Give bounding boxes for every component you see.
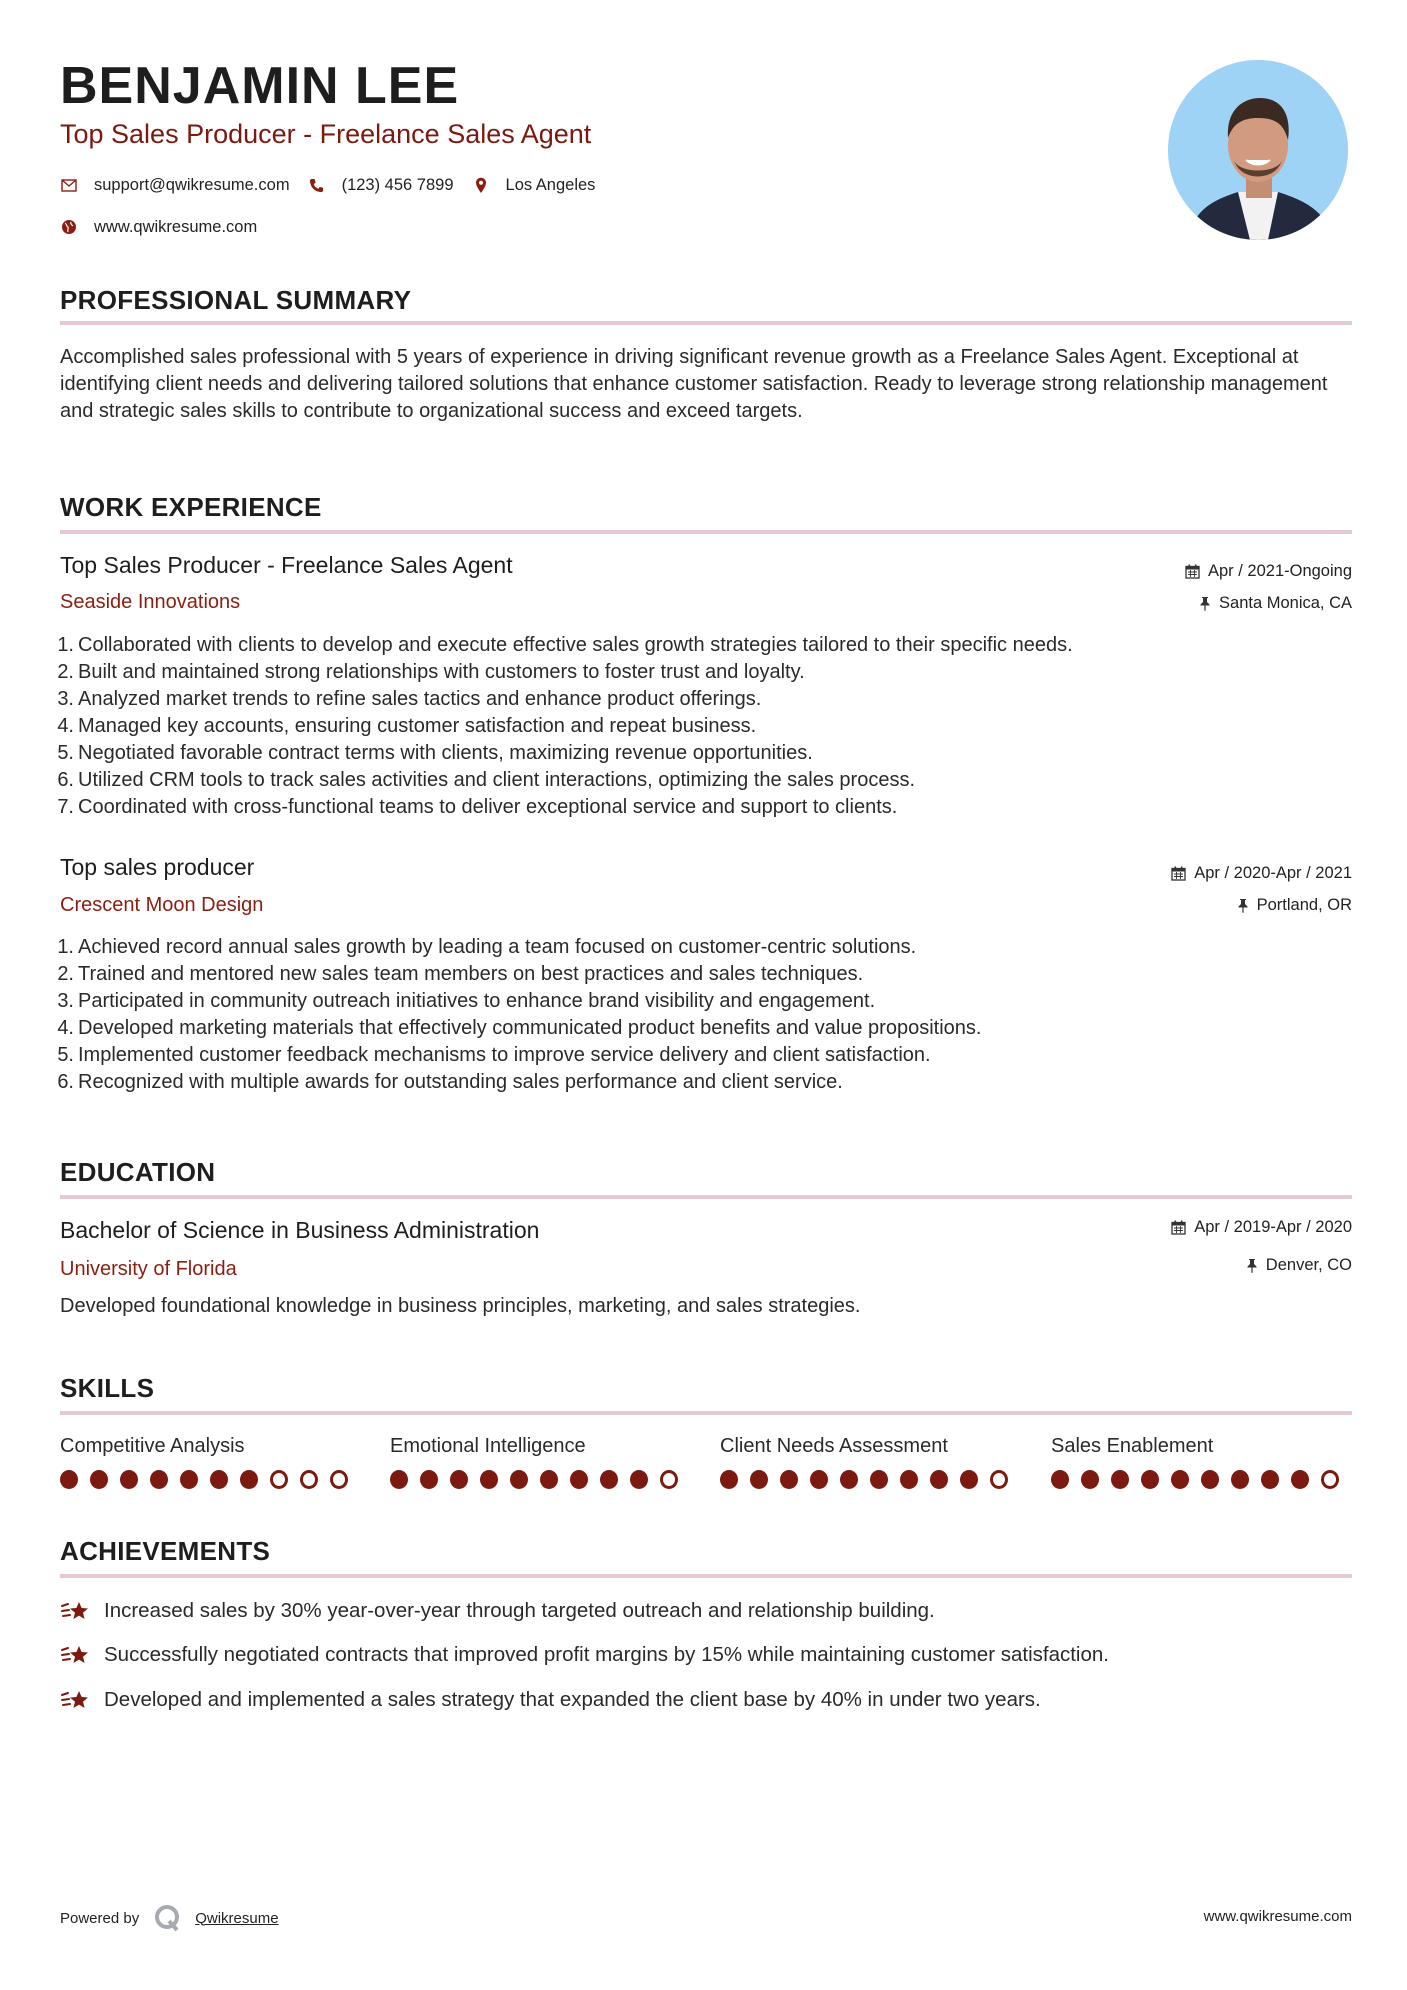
avatar xyxy=(1168,60,1348,240)
website-link[interactable]: www.qwikresume.com xyxy=(94,217,258,236)
section-divider xyxy=(60,1195,1352,1199)
education-heading: EDUCATION xyxy=(60,1157,216,1187)
achievement-item: Increased sales by 30% year-over-year through targeted outreach and relationship building. xyxy=(60,1598,935,1624)
section-divider xyxy=(60,1411,1352,1415)
skill-name: Sales Enablement xyxy=(1051,1435,1214,1457)
calendar-icon xyxy=(1171,1220,1186,1235)
powered-by-label: Powered by xyxy=(60,1909,140,1927)
list-item: 2. Trained and mentored new sales team members on best practices and sales techniques. xyxy=(57,963,864,985)
shooting-star-icon xyxy=(60,1598,90,1624)
achievements-heading: ACHIEVEMENTS xyxy=(60,1536,271,1566)
job-dates xyxy=(1185,563,1352,580)
email-link[interactable]: support@qwikresume.com xyxy=(94,175,290,194)
school-name: University of Florida xyxy=(60,1258,237,1280)
skill-rating xyxy=(60,1470,360,1489)
education-location-text: Denver, CO xyxy=(1265,1256,1352,1274)
list-item: 3. Participated in community outreach initiatives to enhance brand visibility and engagement. xyxy=(57,990,876,1012)
section-divider xyxy=(60,530,1352,534)
list-item: 4. Managed key accounts, ensuring customer satisfaction and repeat business. xyxy=(57,715,757,737)
company-name: Seaside Innovations xyxy=(60,591,241,613)
shooting-star-icon xyxy=(60,1687,90,1713)
list-item: 1. Achieved record annual sales growth by leading a team focused on customer-centric solutions. xyxy=(57,936,917,958)
location-text: Los Angeles xyxy=(505,175,596,194)
website-row xyxy=(60,215,257,239)
job-dates xyxy=(1171,865,1352,882)
list-item: 6. Recognized with multiple awards for outstanding sales performance and client service. xyxy=(57,1071,843,1093)
list-item: 3. Analyzed market trends to refine sales tactics and enhance product offerings. xyxy=(57,688,762,710)
summary-heading: PROFESSIONAL SUMMARY xyxy=(60,285,412,315)
job-location xyxy=(1237,897,1352,914)
education-dates xyxy=(1171,1219,1352,1236)
skill-competitive-analysis xyxy=(60,1436,360,1489)
contact-row xyxy=(60,173,613,197)
skill-rating xyxy=(720,1470,1020,1489)
globe-icon xyxy=(60,218,78,236)
section-divider xyxy=(60,321,1352,325)
pushpin-icon xyxy=(1237,898,1249,913)
job-dates-text: Apr / 2021-Ongoing xyxy=(1207,562,1352,580)
list-item: 6. Utilized CRM tools to track sales activities and client interactions, optimizing the sales process. xyxy=(57,769,916,791)
list-item: 5. Implemented customer feedback mechanisms to improve service delivery and client satisfaction. xyxy=(57,1044,931,1066)
qwikresume-logo-icon xyxy=(153,1903,183,1933)
candidate-title: Top Sales Producer - Freelance Sales Agent xyxy=(60,119,592,149)
calendar-icon xyxy=(1185,564,1200,579)
job-title: Top sales producer xyxy=(60,854,255,880)
job-location xyxy=(1199,595,1352,612)
skill-rating xyxy=(390,1470,690,1489)
footer-website-link[interactable]: www.qwikresume.com xyxy=(1203,1908,1352,1925)
job-location-text: Portland, OR xyxy=(1256,896,1352,914)
qwikresume-link[interactable]: Qwikresume xyxy=(195,1909,279,1927)
job-dates-text: Apr / 2020-Apr / 2021 xyxy=(1194,864,1352,882)
candidate-name: BENJAMIN LEE xyxy=(60,57,460,115)
skill-name: Emotional Intelligence xyxy=(390,1435,586,1457)
education-location xyxy=(1246,1257,1352,1274)
education-description: Developed foundational knowledge in business principles, marketing, and sales strategies. xyxy=(60,1295,861,1317)
list-item: 5. Negotiated favorable contract terms with clients, maximizing revenue opportunities. xyxy=(57,742,813,764)
pushpin-icon xyxy=(1246,1258,1258,1273)
job-bullets xyxy=(52,934,1352,1096)
job-title: Top Sales Producer - Freelance Sales Agent xyxy=(60,552,513,578)
skill-emotional-intelligence xyxy=(390,1436,690,1489)
shooting-star-icon xyxy=(60,1642,90,1668)
skill-sales-enablement xyxy=(1051,1436,1351,1489)
skills-heading: SKILLS xyxy=(60,1373,155,1403)
skill-rating xyxy=(1051,1470,1351,1489)
summary-text: Accomplished sales professional with 5 years of experience in driving significant revenue growth as a Freelance Sales Agent. Exceptional at identifying client needs and delivering tailored solutions that enhance customer satisfaction. Ready to leverage strong relationship management and strategic sales skills to contribute to organizational success and exceed targets. xyxy=(60,346,1328,422)
skill-client-needs-assessment xyxy=(720,1436,1020,1489)
degree-title: Bachelor of Science in Business Administration xyxy=(60,1217,540,1243)
pushpin-icon xyxy=(1199,596,1211,611)
skill-name: Client Needs Assessment xyxy=(720,1435,948,1457)
job-location-text: Santa Monica, CA xyxy=(1219,594,1352,612)
education-dates-text: Apr / 2019-Apr / 2020 xyxy=(1194,1218,1352,1236)
list-item: 1. Collaborated with clients to develop and execute effective sales growth strategies tailored to their specific needs. xyxy=(57,634,1073,656)
phone-icon xyxy=(308,176,326,194)
envelope-icon xyxy=(60,176,78,194)
footer-powered-by xyxy=(60,1903,279,1933)
list-item: 7. Coordinated with cross-functional teams to deliver exceptional service and support to clients. xyxy=(57,796,898,818)
calendar-icon xyxy=(1171,866,1186,881)
skill-name: Competitive Analysis xyxy=(60,1435,245,1457)
job-bullets xyxy=(52,632,1352,821)
phone-number: (123) 456 7899 xyxy=(341,175,454,194)
achievement-item: Developed and implemented a sales strategy that expanded the client base by 40% in under two years. xyxy=(60,1687,1041,1713)
list-item: 2. Built and maintained strong relationships with customers to foster trust and loyalty. xyxy=(57,661,805,683)
section-divider xyxy=(60,1574,1352,1578)
work-experience-heading: WORK EXPERIENCE xyxy=(60,492,322,522)
company-name: Crescent Moon Design xyxy=(60,894,264,916)
list-item: 4. Developed marketing materials that effectively communicated product benefits and value propositions. xyxy=(57,1017,982,1039)
achievement-item: Successfully negotiated contracts that improved profit margins by 15% while maintaining customer satisfaction. xyxy=(60,1642,1109,1668)
map-pin-icon xyxy=(472,176,490,194)
